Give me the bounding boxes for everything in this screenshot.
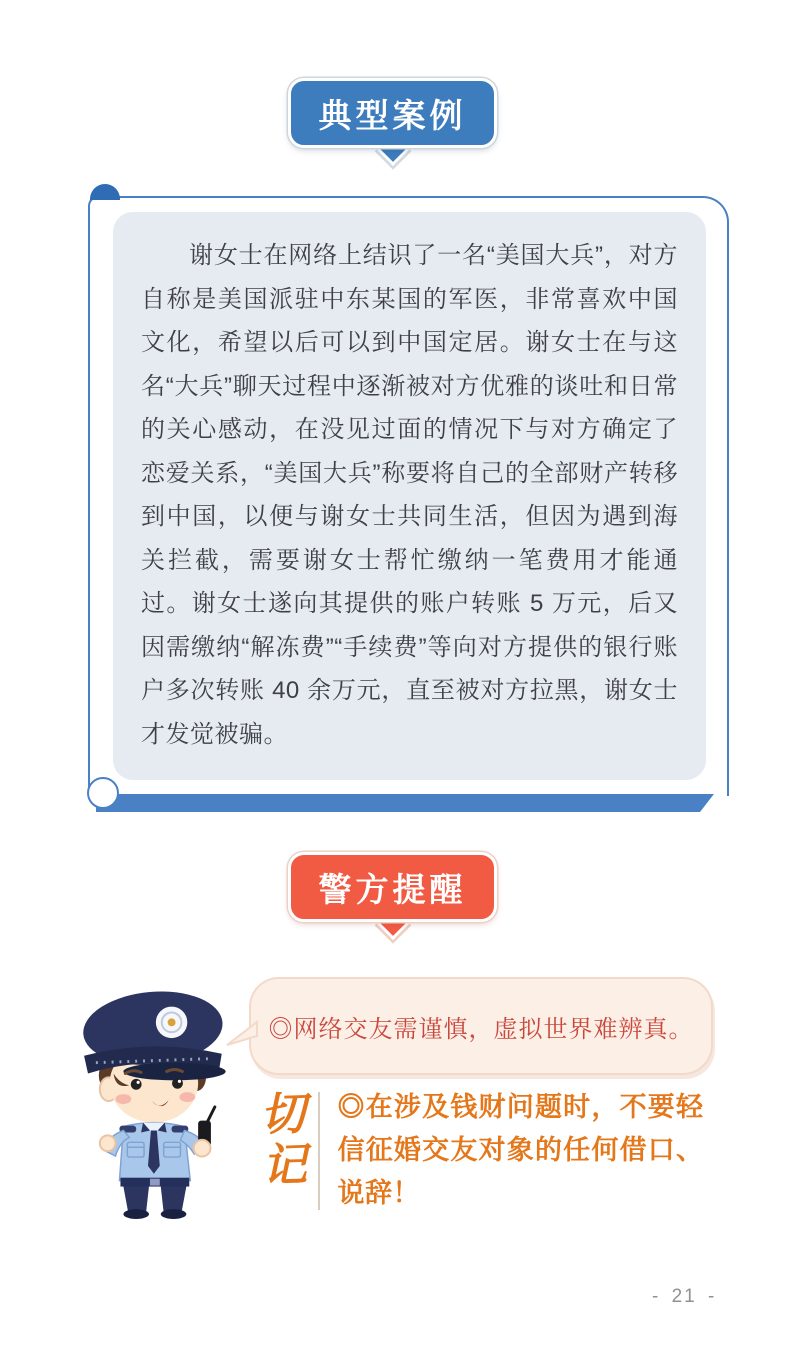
case-body-text: 谢女士在网络上结识了一名“美国大兵”，对方自称是美国派驻中东某国的军医，非常喜欢中国文化，希望以后可以到中国定居。谢女士在与这名“大兵”聊天过程中逐渐被对方优雅的谈吐和日常的关心感动，在没见过面的情况下与对方确定了恋爱关系，“美国大兵”称要将自己的全部财产转移到中国，以便与谢女士共同生活，但因为遇到海关拦截，需要谢女士帮忙缴纳一笔费用才能通过。谢女士遂向其提供的账户转账 5 万元，后又因需缴纳“解冻费”“手续费”等向对方提供的银行账户多次转账 40 余万元，直至被对方拉黑，谢女士才发觉被骗。 <box>141 242 678 748</box>
case-text-panel <box>113 212 706 780</box>
corner-fold-decoration <box>90 184 120 200</box>
reminder-section-badge <box>288 852 497 922</box>
reminder-badge-label: 警方提醒 <box>318 872 467 909</box>
police-officer-illustration <box>58 983 236 1219</box>
reminder-bubble-text: ◎网络交友需谨慎，虚拟世界难辨真。 <box>268 1015 694 1043</box>
reminder-speech-bubble <box>249 977 713 1075</box>
case-badge-box <box>288 78 497 148</box>
remember-block <box>254 1086 704 1215</box>
case-card <box>88 196 729 796</box>
remember-label: 切记 <box>252 1089 306 1193</box>
reminder-badge-box <box>288 852 497 922</box>
card-bottom-ribbon <box>96 794 714 812</box>
case-section-badge <box>288 78 497 148</box>
card-corner-curl <box>87 777 119 809</box>
case-badge-label: 典型案例 <box>318 98 467 135</box>
vertical-divider <box>318 1092 320 1210</box>
reminder-tip-text: ◎在涉及钱财问题时，不要轻信征婚交友对象的任何借口、说辞！ <box>337 1092 704 1208</box>
speech-bubble-tail-icon <box>224 1019 258 1051</box>
page-number: - 21 - <box>652 1286 717 1307</box>
